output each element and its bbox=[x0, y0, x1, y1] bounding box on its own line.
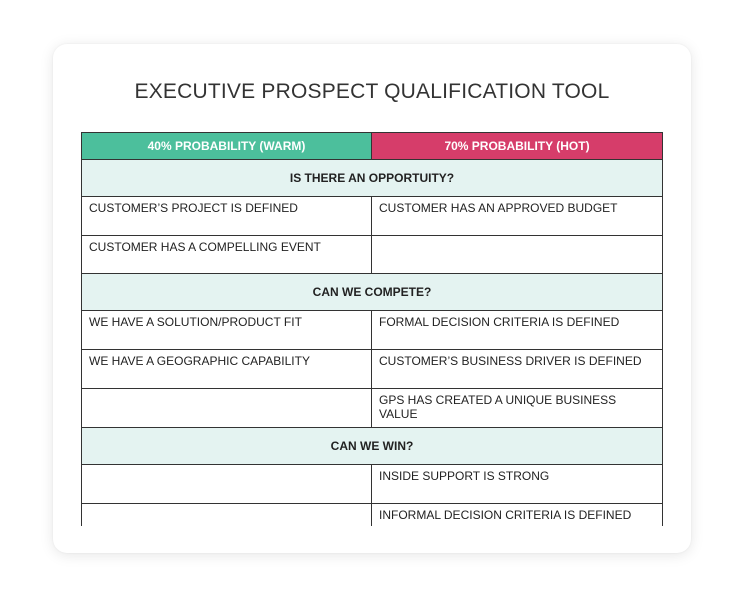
hot-cell bbox=[372, 236, 663, 274]
warm-cell: WE HAVE A SOLUTION/PRODUCT FIT bbox=[82, 311, 372, 350]
hot-cell: INSIDE SUPPORT IS STRONG bbox=[372, 465, 663, 504]
hot-cell: INFORMAL DECISION CRITERIA IS DEFINED bbox=[372, 504, 663, 527]
table-header-row bbox=[82, 133, 663, 160]
table-row bbox=[82, 389, 663, 428]
warm-cell bbox=[82, 389, 372, 428]
hot-cell: FORMAL DECISION CRITERIA IS DEFINED bbox=[372, 311, 663, 350]
qualification-card bbox=[53, 44, 691, 553]
section-heading-opportunity: IS THERE AN OPPORTUITY? bbox=[82, 160, 663, 197]
warm-cell: CUSTOMER’S PROJECT IS DEFINED bbox=[82, 197, 372, 236]
qualification-table-viewport[interactable] bbox=[81, 132, 663, 526]
section-heading-win: CAN WE WIN? bbox=[82, 428, 663, 465]
warm-cell: CUSTOMER HAS A COMPELLING EVENT bbox=[82, 236, 372, 274]
section-row bbox=[82, 160, 663, 197]
table-row bbox=[82, 236, 663, 274]
section-row bbox=[82, 274, 663, 311]
page-title: EXECUTIVE PROSPECT QUALIFICATION TOOL bbox=[134, 80, 610, 103]
table-row bbox=[82, 311, 663, 350]
section-row bbox=[82, 428, 663, 465]
table-row bbox=[82, 504, 663, 527]
column-header-warm: 40% PROBABILITY (WARM) bbox=[82, 133, 372, 160]
warm-cell bbox=[82, 465, 372, 504]
table-row bbox=[82, 197, 663, 236]
hot-cell: CUSTOMER’S BUSINESS DRIVER IS DEFINED bbox=[372, 350, 663, 389]
table-row bbox=[82, 350, 663, 389]
warm-cell bbox=[82, 504, 372, 527]
warm-cell: WE HAVE A GEOGRAPHIC CAPABILITY bbox=[82, 350, 372, 389]
section-heading-compete: CAN WE COMPETE? bbox=[82, 274, 663, 311]
hot-cell: GPS HAS CREATED A UNIQUE BUSINESS VALUE bbox=[372, 389, 663, 428]
table-row bbox=[82, 465, 663, 504]
hot-cell: CUSTOMER HAS AN APPROVED BUDGET bbox=[372, 197, 663, 236]
column-header-hot: 70% PROBABILITY (HOT) bbox=[372, 133, 663, 160]
qualification-table bbox=[81, 132, 663, 526]
